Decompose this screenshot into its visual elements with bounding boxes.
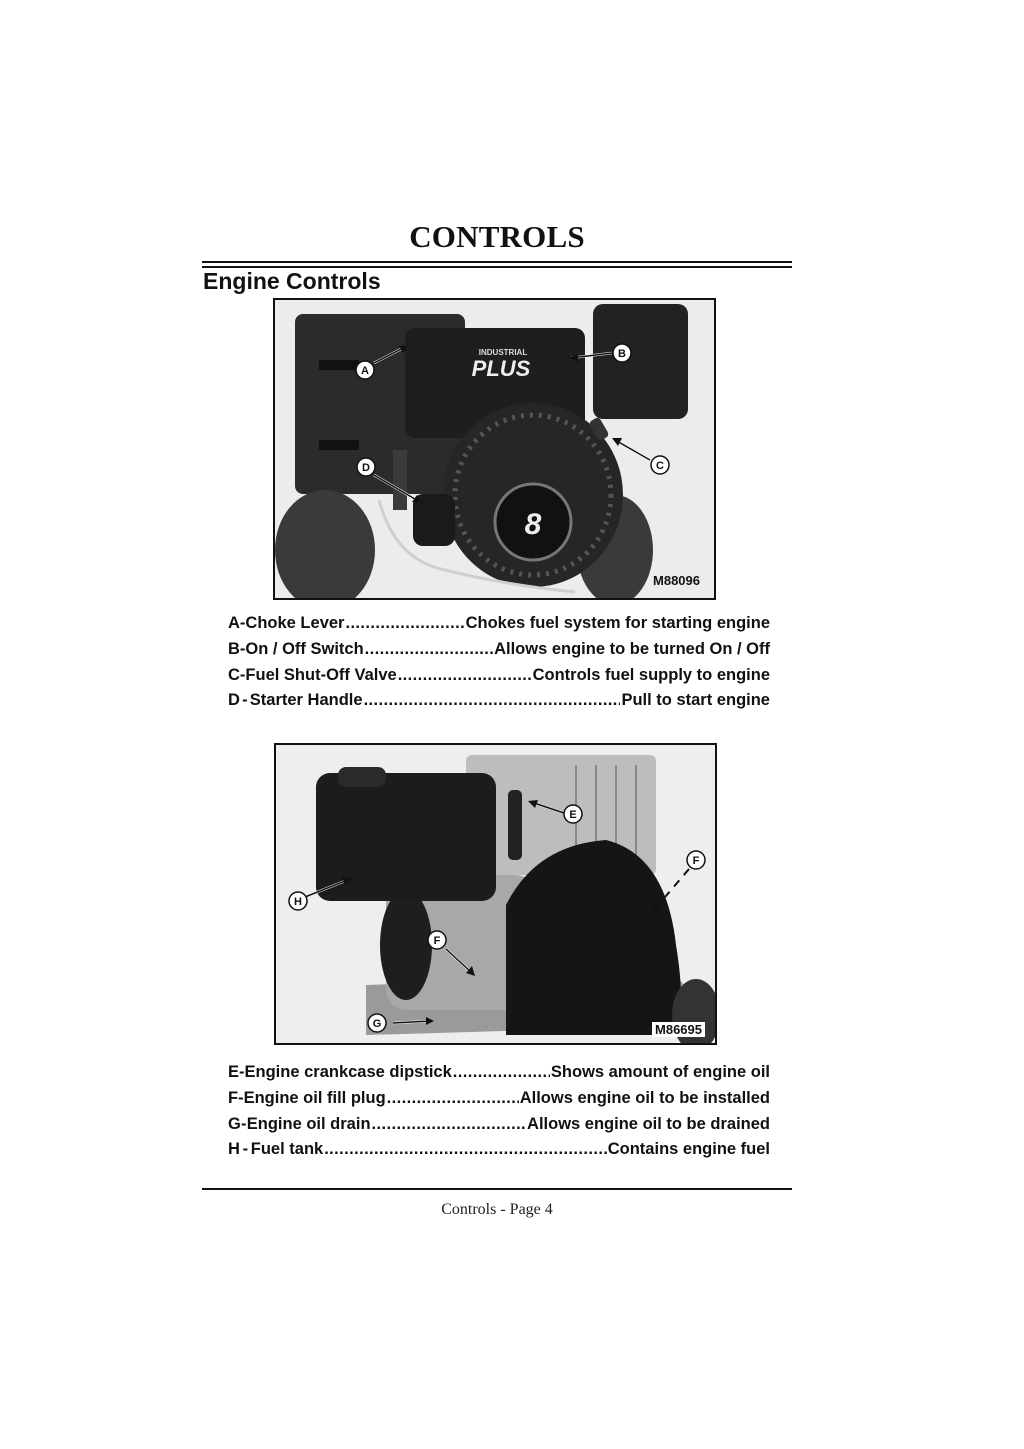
legend-dash: - <box>239 614 246 632</box>
callout-d <box>357 458 375 476</box>
legend-dash: - <box>239 639 246 658</box>
legend-letter: D <box>228 691 240 710</box>
svg-text:E: E <box>569 809 577 821</box>
hp-badge: 8 <box>524 508 542 541</box>
leader-dots <box>398 666 532 685</box>
legend-letter: C <box>228 665 240 684</box>
callout-a <box>356 361 374 379</box>
engine-side-illustration <box>276 745 715 1043</box>
legend-letter: F <box>228 1088 239 1107</box>
legend-dash: - <box>238 1088 244 1107</box>
legend-name: Engine crankcase dipstick <box>244 1063 452 1081</box>
leader-dots <box>324 1140 607 1159</box>
svg-text:G: G <box>372 1018 382 1030</box>
callout-e <box>564 805 582 823</box>
legend-name: Fuel tank <box>250 1140 324 1159</box>
legend-letter: A <box>228 614 240 632</box>
callout-c <box>651 456 669 474</box>
legend-row <box>228 1089 770 1115</box>
leader-dots <box>372 1115 527 1134</box>
leader-dots <box>387 1089 519 1108</box>
page-title: CONTROLS <box>409 219 585 254</box>
leader-dots <box>345 614 464 633</box>
callout-g <box>368 1014 386 1032</box>
legend-function: Allows engine oil to be drained <box>527 1114 770 1133</box>
legend-row <box>228 666 770 692</box>
legend-name: Choke Lever <box>245 614 345 632</box>
legend-function: Controls fuel supply to engine <box>532 665 770 684</box>
figure-code-m86695: M86695 <box>652 1022 705 1037</box>
legend-row <box>228 1063 770 1089</box>
legend-letter: H <box>228 1140 240 1159</box>
legend-row <box>228 640 770 666</box>
leader-dots <box>453 1063 550 1082</box>
svg-text:A: A <box>361 365 369 377</box>
legend-dash: - <box>239 1063 245 1081</box>
callout-b <box>613 344 631 362</box>
legend-function: Allows engine oil to be installed <box>519 1088 770 1107</box>
title-rule-top <box>202 261 792 263</box>
legend-dash: - <box>242 1140 249 1159</box>
legend-letter: G <box>228 1114 241 1133</box>
legend-row <box>228 691 770 717</box>
legend-function: Shows amount of engine oil <box>550 1063 770 1081</box>
legend-row <box>228 1140 770 1166</box>
legend-function: Contains engine fuel <box>607 1140 770 1159</box>
engine-oil-fuel-photo <box>274 743 717 1045</box>
svg-text:C: C <box>656 460 664 472</box>
section-heading: Engine Controls <box>203 268 381 294</box>
legend-name: Engine oil fill plug <box>243 1088 386 1107</box>
legend-engine-controls <box>228 614 770 717</box>
legend-name: Engine oil drain <box>246 1114 371 1133</box>
leader-dots <box>365 640 493 659</box>
page-footer: Controls - Page 4 <box>441 1201 553 1218</box>
legend-function: Chokes fuel system for starting engine <box>465 614 770 632</box>
svg-text:F: F <box>433 935 441 947</box>
engine-illustration <box>275 300 714 598</box>
legend-dash: - <box>242 691 248 710</box>
engine-brand-plus: PLUS <box>471 356 531 381</box>
svg-text:D: D <box>362 462 370 474</box>
legend-dash: - <box>241 1114 247 1133</box>
legend-dash: - <box>239 665 246 684</box>
legend-name: Starter Handle <box>249 691 363 710</box>
legend-name: On / Off Switch <box>245 639 364 658</box>
leader-dots <box>364 691 621 710</box>
legend-letter: B <box>228 639 240 658</box>
legend-engine-oil-fuel <box>228 1063 770 1166</box>
engine-brand-top: INDUSTRIAL <box>478 348 528 357</box>
svg-text:B: B <box>618 348 626 360</box>
legend-function: Allows engine to be turned On / Off <box>494 639 770 658</box>
legend-name: Fuel Shut-Off Valve <box>245 665 397 684</box>
callout-f-plug <box>428 931 446 949</box>
legend-row <box>228 1115 770 1141</box>
engine-controls-photo <box>273 298 716 600</box>
callout-h <box>289 892 307 910</box>
legend-row <box>228 614 770 640</box>
legend-letter: E <box>228 1063 240 1081</box>
footer-rule <box>202 1188 792 1190</box>
svg-text:H: H <box>294 896 302 908</box>
callout-f-shroud <box>687 851 705 869</box>
figure-code-m88096: M88096 <box>653 573 700 588</box>
legend-function: Pull to start engine <box>621 691 770 710</box>
svg-text:F: F <box>692 855 700 867</box>
